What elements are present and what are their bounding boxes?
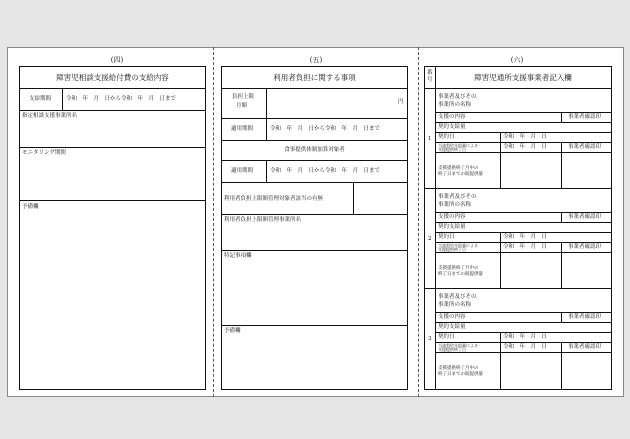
- end-date-label: 支援提供終了日: [438, 247, 466, 252]
- office-row: [20, 111, 205, 148]
- contract-amount-label: 契約支給量: [438, 124, 466, 130]
- end-date-value[interactable]: 令和 年 月 日: [503, 144, 548, 150]
- monitoring-row: [20, 148, 205, 201]
- entry-number: 1: [428, 136, 432, 142]
- provided-amount-label: 終了日までの既提供量: [438, 372, 483, 377]
- confirm-seal-label: 事業者確認印: [568, 244, 602, 250]
- number-header: 番号: [427, 70, 433, 83]
- panel-title: 利用者負担に関する事項: [273, 73, 356, 82]
- divider: [435, 322, 611, 323]
- contract-date-label: 契約日: [438, 334, 455, 340]
- monitoring-label: モニタリング期間: [22, 150, 66, 156]
- cap-label: 負担上限: [232, 94, 255, 100]
- provider-name-label: 事業者及びその: [438, 294, 477, 300]
- provider-entry-3: [425, 289, 611, 389]
- confirm-seal-label: 事業者確認印: [568, 114, 602, 120]
- confirm-seal-label: 事業者確認印: [568, 144, 602, 150]
- fold-line: [213, 47, 214, 397]
- support-content-label: 支援の内容: [438, 114, 466, 120]
- provided-amount-label: 終了日までの既提供量: [438, 172, 483, 177]
- divider: [561, 112, 562, 122]
- period-label: 支給期間: [29, 96, 52, 102]
- end-date-label: 支援提供終了日: [438, 147, 466, 152]
- support-content-label: 支援の内容: [438, 314, 466, 320]
- confirm-seal-label: 事業者確認印: [568, 314, 602, 320]
- period-row: [20, 89, 205, 111]
- divider: [435, 332, 611, 333]
- divider: [435, 112, 611, 113]
- provider-name-label: 事業者及びその: [438, 194, 477, 200]
- panel-header: [222, 67, 407, 89]
- support-content-label: 支援の内容: [438, 214, 466, 220]
- panel-provider-entry: [424, 66, 612, 390]
- confirm-seal-label: 事業者確認印: [568, 214, 602, 220]
- panel-benefit-content: [19, 66, 206, 390]
- divider: [561, 342, 562, 389]
- notes-label: 特記事項欄: [224, 253, 252, 259]
- end-date-label: 当該契約支給量による: [438, 343, 478, 348]
- divider: [435, 312, 611, 313]
- panel-label: (五): [309, 56, 323, 64]
- divider: [561, 142, 562, 189]
- contract-date-value[interactable]: 令和 年 月 日: [503, 234, 548, 240]
- apply-period-value[interactable]: 令和 年 月 日から令和 年 月 日まで: [270, 126, 381, 132]
- provider-entry-1: [425, 89, 611, 189]
- cap-mgmt-office-label: 利用者負担上限額管理事業所名: [224, 217, 302, 223]
- confirm-seal-label: 事業者確認印: [568, 344, 602, 350]
- panel-user-burden: [221, 66, 408, 390]
- divider: [500, 352, 501, 389]
- provider-name-label: 事業所の名称: [438, 202, 472, 208]
- end-date-label: 当該契約支給量による: [438, 143, 478, 148]
- cap-label: 月額: [236, 103, 248, 109]
- entry-number: 2: [428, 236, 432, 242]
- meal-label: 食事提供体制加算対象者: [284, 147, 345, 153]
- divider: [561, 312, 562, 322]
- contract-amount-label: 契約支給量: [438, 324, 466, 330]
- cap-mgmt-label: 利用者負担上限額管理対象者該当の有無: [224, 196, 324, 202]
- end-date-value[interactable]: 令和 年 月 日: [503, 244, 548, 250]
- cap-mgmt-row: [222, 183, 407, 215]
- provided-amount-label: 支援提供終了月中の: [438, 266, 479, 271]
- divider: [62, 89, 63, 111]
- divider: [500, 252, 501, 289]
- apply-period-label: 適用期間: [231, 168, 254, 174]
- period-value[interactable]: 令和 年 月 日から令和 年 月 日まで: [66, 96, 177, 102]
- apply-period-row: [222, 161, 407, 183]
- divider: [353, 183, 354, 215]
- divider: [435, 212, 611, 213]
- provider-name-label: 事業所の名称: [438, 102, 472, 108]
- divider: [266, 89, 267, 119]
- notes-row: [222, 251, 407, 326]
- divider: [435, 122, 611, 123]
- reserve-label: 予備欄: [22, 204, 39, 210]
- divider: [561, 212, 562, 222]
- divider: [435, 132, 611, 133]
- divider: [435, 152, 611, 153]
- apply-period-row: [222, 119, 407, 141]
- contract-date-label: 契約日: [438, 234, 455, 240]
- divider: [435, 352, 611, 353]
- fold-line: [418, 47, 419, 397]
- contract-amount-label: 契約支給量: [438, 224, 466, 230]
- entry-number: 3: [428, 336, 432, 342]
- contract-date-label: 契約日: [438, 134, 455, 140]
- contract-date-value[interactable]: 令和 年 月 日: [503, 334, 548, 340]
- end-date-value[interactable]: 令和 年 月 日: [503, 344, 548, 350]
- panel-label: (四): [110, 56, 124, 64]
- divider: [266, 161, 267, 183]
- provided-amount-label: 支援提供終了月中の: [438, 366, 479, 371]
- provider-name-label: 事業所の名称: [438, 302, 472, 308]
- divider: [435, 252, 611, 253]
- provider-entry-2: [425, 189, 611, 289]
- meal-row: [222, 141, 407, 161]
- provided-amount-label: 支援提供終了月中の: [438, 166, 479, 171]
- cap-row: [222, 89, 407, 119]
- office-label: 指定相談支援事業所名: [22, 113, 78, 119]
- panel-label: (六): [510, 56, 524, 64]
- divider: [435, 222, 611, 223]
- divider: [435, 232, 611, 233]
- apply-period-value[interactable]: 令和 年 月 日から令和 年 月 日まで: [270, 168, 381, 174]
- divider: [500, 152, 501, 189]
- contract-date-value[interactable]: 令和 年 月 日: [503, 134, 548, 140]
- divider: [266, 119, 267, 141]
- panel-title: 障害児相談支援給付費の支給内容: [56, 73, 169, 82]
- reserve-label: 予備欄: [224, 328, 241, 334]
- yen-unit: 円: [398, 99, 404, 105]
- panel-header: [425, 67, 611, 89]
- divider: [561, 242, 562, 289]
- panel-title: 障害児通所支援事業者記入欄: [474, 73, 572, 82]
- provider-name-label: 事業者及びその: [438, 94, 477, 100]
- cap-mgmt-office-row: [222, 215, 407, 251]
- panel-header: [20, 67, 205, 89]
- apply-period-label: 適用期間: [231, 126, 254, 132]
- end-date-label: 支援提供終了日: [438, 347, 466, 352]
- end-date-label: 当該契約支給量による: [438, 243, 478, 248]
- provided-amount-label: 終了日までの既提供量: [438, 272, 483, 277]
